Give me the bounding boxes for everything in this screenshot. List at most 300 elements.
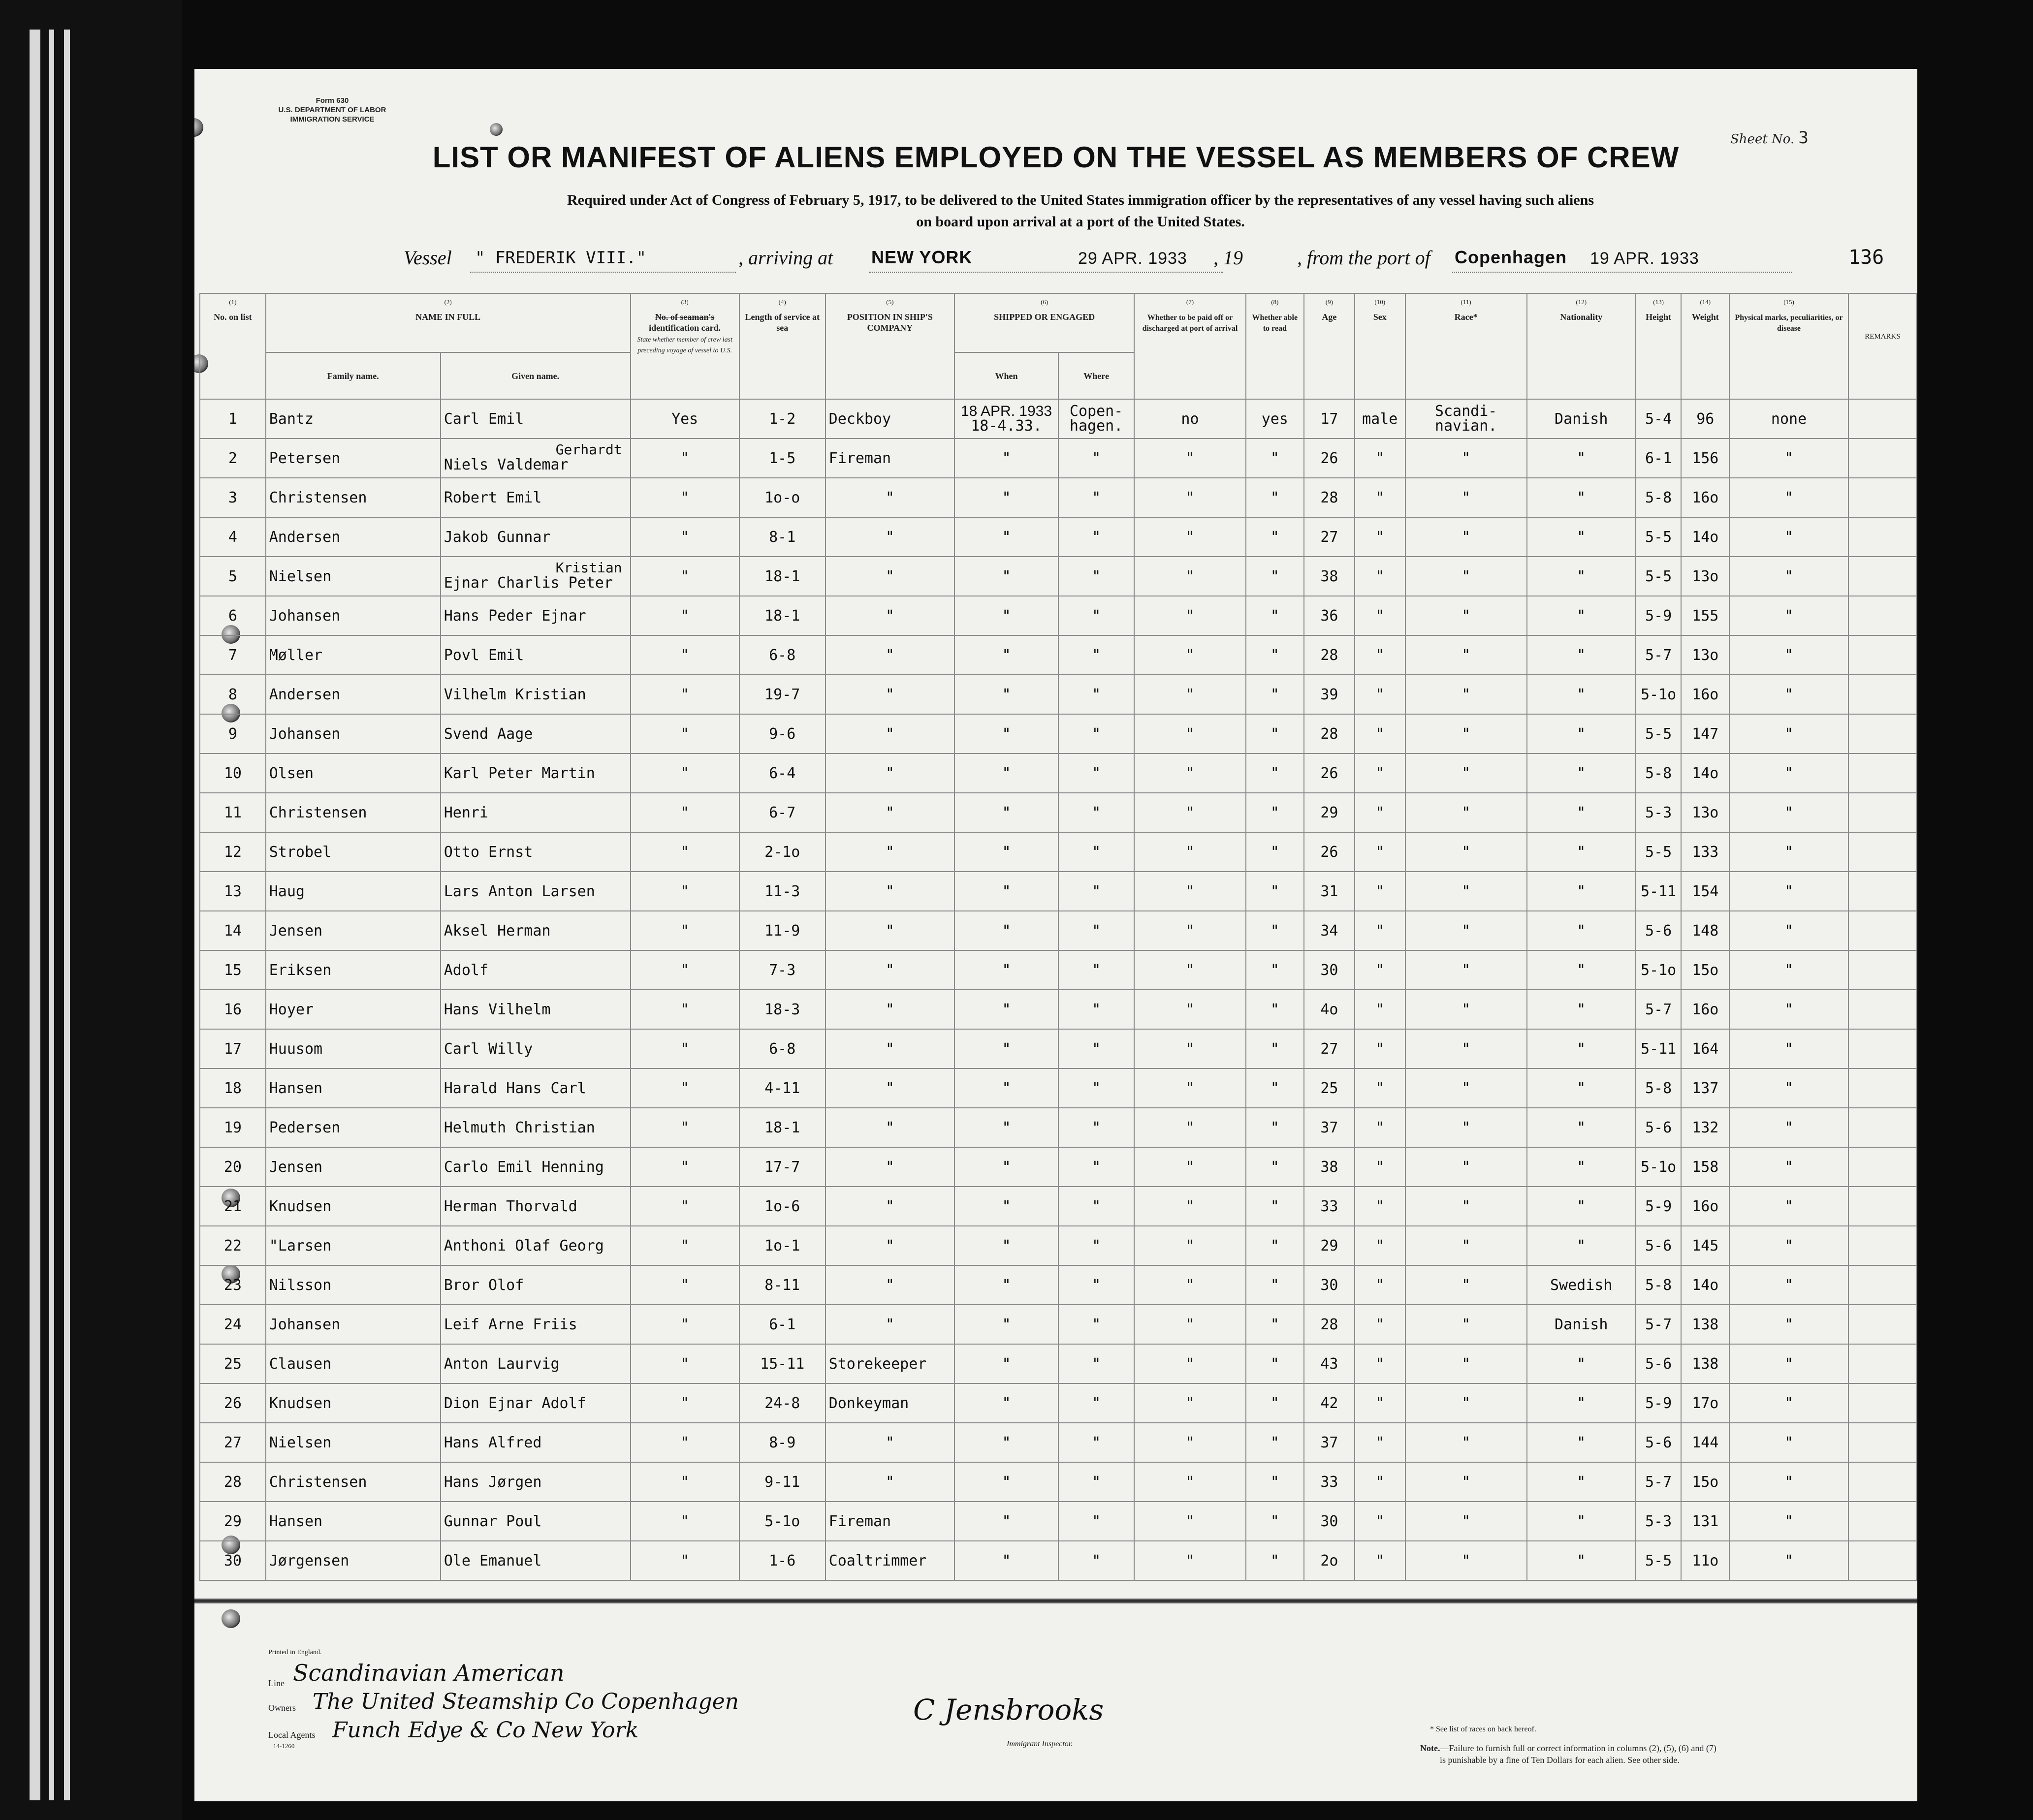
cell-no: 19 [200,1108,266,1147]
cell-sex: " [1355,675,1405,714]
cell-no: 17 [200,1029,266,1068]
header-length-of-service: (4) Length of service at sea [739,293,826,399]
line-label: Line [268,1678,285,1688]
cell-paid: " [1134,1305,1245,1344]
cell-where: " [1058,1305,1134,1344]
cell-service: 18-1 [739,557,826,596]
cell-position: " [826,675,954,714]
departure-date: 19 APR. 1933 [1590,249,1699,268]
cell-where: " [1058,1226,1134,1265]
header-race: (11) Race* [1405,293,1527,399]
table-row [200,753,1917,793]
table-row [200,911,1917,950]
cell-marks: none [1729,399,1848,439]
cell-position: " [826,1226,954,1265]
cell-prev: " [631,1068,739,1108]
cell-remarks [1848,1265,1917,1305]
cell-race: " [1405,753,1527,793]
cell-service: 6-8 [739,1029,826,1068]
given-name-addition: Kristian [555,560,622,576]
header-previous-voyage: (3) No. of seaman's identification card. State whether member of crew last preceding voyage of vessel to U.S. [631,293,739,399]
cell-service: 15-11 [739,1344,826,1383]
cell-family: Jørgensen [266,1541,441,1580]
cell-prev: " [631,1502,739,1541]
cell-age: 33 [1304,1187,1355,1226]
cell-given [441,439,631,478]
cell-paid: " [1134,1344,1245,1383]
arriving-port: NEW YORK [871,247,973,267]
cell-no: 20 [200,1147,266,1187]
cell-family: Johansen [266,714,441,753]
cell-paid: " [1134,439,1245,478]
cell-weight: 144 [1681,1423,1729,1462]
cell-prev: " [631,1423,739,1462]
cell-weight: 15o [1681,950,1729,990]
cell-service: 7-3 [739,950,826,990]
cell-height: 5-7 [1636,635,1682,675]
cell-where: " [1058,1462,1134,1502]
cell-prev: " [631,596,739,635]
cell-height: 5-6 [1636,1423,1682,1462]
cell-when: " [954,635,1058,675]
cell-marks: " [1729,714,1848,753]
cell-age: 36 [1304,596,1355,635]
cell-paid: " [1134,1383,1245,1423]
cell-weight: 16o [1681,1187,1729,1226]
cell-race: " [1405,872,1527,911]
table-row [200,872,1917,911]
cell-race: " [1405,793,1527,832]
cell-sex: " [1355,596,1405,635]
cell-family: Knudsen [266,1383,441,1423]
cell-race: " [1405,950,1527,990]
cell-age: 28 [1304,714,1355,753]
cell-when: " [954,1108,1058,1147]
table-row [200,950,1917,990]
cell-nationality: " [1527,1029,1636,1068]
cell-when: " [954,517,1058,557]
cell-height: 5-5 [1636,1541,1682,1580]
cell-height: 5-8 [1636,1068,1682,1108]
cell-position: " [826,557,954,596]
cell-race: " [1405,1226,1527,1265]
cell-remarks [1848,1029,1917,1068]
cell-paid: " [1134,1187,1245,1226]
cell-position: " [826,872,954,911]
cell-sex: " [1355,753,1405,793]
cell-where: " [1058,1502,1134,1541]
cell-no: 28 [200,1462,266,1502]
cell-when: " [954,1147,1058,1187]
cell-nationality: " [1527,635,1636,675]
line-value-handwritten: Scandinavian American [293,1660,565,1686]
cell-family: Johansen [266,1305,441,1344]
cell-read: " [1246,714,1304,753]
cell-height: 5-11 [1636,872,1682,911]
cell-family: Christensen [266,1462,441,1502]
cell-nationality: " [1527,675,1636,714]
owners-value-handwritten: The United Steamship Co Copenhagen [313,1689,739,1714]
cell-prev: " [631,557,739,596]
cell-when: " [954,1541,1058,1580]
cell-paid: " [1134,950,1245,990]
cell-sex: " [1355,793,1405,832]
cell-read: " [1246,1029,1304,1068]
cell-race: " [1405,1541,1527,1580]
cell-nationality: " [1527,1423,1636,1462]
cell-sex: " [1355,1502,1405,1541]
cell-family: Hoyer [266,990,441,1029]
document-subtitle [367,189,1794,233]
races-note: * See list of races on back hereof. [1430,1725,1536,1733]
cell-age: 42 [1304,1383,1355,1423]
cell-height: 5-3 [1636,1502,1682,1541]
table-row [200,517,1917,557]
cell-marks: " [1729,1226,1848,1265]
cell-height: 5-9 [1636,1187,1682,1226]
cell-read: " [1246,478,1304,517]
cell-age: 27 [1304,517,1355,557]
cell-height: 5-4 [1636,399,1682,439]
cell-weight: 155 [1681,596,1729,635]
table-row [200,596,1917,635]
cell-sex: " [1355,1029,1405,1068]
cell-weight: 147 [1681,714,1729,753]
table-row [200,714,1917,753]
header-where: Where [1058,352,1134,399]
cell-marks: " [1729,478,1848,517]
manifest-page [194,69,1917,1801]
cell-read: " [1246,753,1304,793]
cell-position: " [826,950,954,990]
subtitle-line-1: Required under Act of Congress of February 5, 1917, to be delivered to the United States immigration officer by the representatives of any vessel having such aliens [567,192,1594,208]
cell-remarks [1848,990,1917,1029]
cell-remarks [1848,1305,1917,1344]
cell-weight: 13o [1681,635,1729,675]
cell-height: 5-11 [1636,1029,1682,1068]
form-service: IMMIGRATION SERVICE [290,115,375,124]
cell-nationality: " [1527,832,1636,872]
cell-when: " [954,911,1058,950]
cell-race: " [1405,1305,1527,1344]
cell-read: " [1246,1187,1304,1226]
shipped-date: 18-4.33. [971,417,1042,435]
cell-weight: 16o [1681,990,1729,1029]
cell-height: 5-6 [1636,911,1682,950]
cell-weight: 138 [1681,1344,1729,1383]
cell-given: Anton Laurvig [441,1344,631,1383]
cell-paid: " [1134,478,1245,517]
cell-weight: 132 [1681,1108,1729,1147]
cell-service: 6-1 [739,1305,826,1344]
cell-family: Hansen [266,1068,441,1108]
cell-age: 4o [1304,990,1355,1029]
cell-family: Petersen [266,439,441,478]
cell-marks: " [1729,1187,1848,1226]
cell-where: " [1058,1423,1134,1462]
cell-family: Jensen [266,911,441,950]
note-label: Note. [1420,1743,1440,1753]
cell-position: Storekeeper [826,1344,954,1383]
cell-race: " [1405,635,1527,675]
cell-race: " [1405,1029,1527,1068]
cell-service: 1-6 [739,1541,826,1580]
table-row [200,1068,1917,1108]
cell-race: " [1405,1147,1527,1187]
cell-nationality: " [1527,517,1636,557]
cell-prev: " [631,832,739,872]
cell-where: " [1058,950,1134,990]
header-remarks: REMARKS [1848,293,1917,399]
cell-where: " [1058,990,1134,1029]
cell-where: " [1058,1187,1134,1226]
cell-when: " [954,1187,1058,1226]
cell-service: 9-6 [739,714,826,753]
cell-sex: " [1355,832,1405,872]
cell-given: Adolf [441,950,631,990]
cell-age: 37 [1304,1108,1355,1147]
cell-race: " [1405,1187,1527,1226]
cell-nationality: " [1527,793,1636,832]
cell-no: 4 [200,517,266,557]
cell-prev: " [631,950,739,990]
cell-read: " [1246,1068,1304,1108]
cell-prev: " [631,1108,739,1147]
cell-given [441,557,631,596]
cell-height: 5-1o [1636,950,1682,990]
cell-marks: " [1729,439,1848,478]
cell-weight: 133 [1681,832,1729,872]
cell-paid: " [1134,1423,1245,1462]
cell-service: 24-8 [739,1383,826,1423]
cell-nationality: " [1527,990,1636,1029]
cell-position: " [826,1423,954,1462]
cell-read: yes [1246,399,1304,439]
cell-where: " [1058,1344,1134,1383]
header-no-on-list: (1) No. on list [200,293,266,399]
cell-sex: " [1355,439,1405,478]
penalty-note [1420,1742,1716,1766]
book-binding [0,0,182,1820]
cell-nationality: " [1527,439,1636,478]
cell-marks: " [1729,1305,1848,1344]
inspector-label: Immigrant Inspector. [1007,1740,1073,1748]
cell-remarks [1848,1226,1917,1265]
cell-remarks [1848,1147,1917,1187]
cell-age: 27 [1304,1029,1355,1068]
header-sex: (10) Sex [1355,293,1405,399]
cell-nationality: " [1527,1344,1636,1383]
table-row [200,1108,1917,1147]
cell-paid: " [1134,1108,1245,1147]
cell-position: " [826,1462,954,1502]
cell-paid: " [1134,1068,1245,1108]
cell-prev: " [631,990,739,1029]
cell-weight: 138 [1681,1305,1729,1344]
cell-where: " [1058,911,1134,950]
cell-given: Leif Arne Friis [441,1305,631,1344]
cell-prev: " [631,1462,739,1502]
cell-position: " [826,1187,954,1226]
cell-read: " [1246,1147,1304,1187]
cell-read: " [1246,1344,1304,1383]
cell-position: " [826,1068,954,1108]
cell-read: " [1246,793,1304,832]
cell-remarks [1848,1068,1917,1108]
cell-remarks [1848,399,1917,439]
cell-position: " [826,517,954,557]
cell-remarks [1848,635,1917,675]
cell-remarks [1848,1423,1917,1462]
cell-read: " [1246,1265,1304,1305]
cell-service: 1o-6 [739,1187,826,1226]
cell-service: 8-1 [739,517,826,557]
cell-weight: 158 [1681,1147,1729,1187]
cell-when: " [954,596,1058,635]
cell-paid: " [1134,832,1245,872]
cell-race: " [1405,1462,1527,1502]
cell-height: 5-6 [1636,1344,1682,1383]
cell-age: 28 [1304,478,1355,517]
cell-race: " [1405,1423,1527,1462]
cell-age: 31 [1304,872,1355,911]
cell-nationality: " [1527,1541,1636,1580]
cell-weight: 16o [1681,478,1729,517]
cell-no: 1 [200,399,266,439]
cell-read: " [1246,872,1304,911]
form-identifier [258,96,406,124]
cell-weight: 16o [1681,675,1729,714]
cell-service: 6-7 [739,793,826,832]
header-height: (13) Height [1636,293,1682,399]
cell-height: 5-5 [1636,832,1682,872]
cell-no: 18 [200,1068,266,1108]
from-port-label: , from the port of [1297,247,1430,269]
cell-given: Gunnar Poul [441,1502,631,1541]
cell-when: " [954,439,1058,478]
table-row [200,1305,1917,1344]
cell-paid: " [1134,1541,1245,1580]
cell-remarks [1848,793,1917,832]
cell-read: " [1246,1462,1304,1502]
cell-age: 28 [1304,1305,1355,1344]
cell-age: 26 [1304,439,1355,478]
cell-family: Clausen [266,1344,441,1383]
table-row [200,439,1917,478]
cell-sex: " [1355,635,1405,675]
table-row [200,793,1917,832]
cell-when: " [954,1423,1058,1462]
cell-no: 30 [200,1541,266,1580]
cell-remarks [1848,675,1917,714]
vessel-label: Vessel [404,247,452,269]
page-edge-1 [30,30,40,1800]
cell-where: " [1058,1108,1134,1147]
cell-sex: " [1355,478,1405,517]
binder-hole [222,1609,240,1628]
cell-family: Møller [266,635,441,675]
cell-race: " [1405,596,1527,635]
cell-age: 33 [1304,1462,1355,1502]
cell-no: 6 [200,596,266,635]
cell-remarks [1848,596,1917,635]
table-row [200,635,1917,675]
cell-read: " [1246,1383,1304,1423]
cell-position: " [826,793,954,832]
table-row [200,1462,1917,1502]
header-position: (5) POSITION IN SHIP'S COMPANY [826,293,954,399]
cell-service: 4-11 [739,1068,826,1108]
cell-age: 17 [1304,399,1355,439]
cell-remarks [1848,1344,1917,1383]
vessel-name-underline [470,272,736,273]
from-port: Copenhagen [1455,247,1567,267]
cell-race: " [1405,557,1527,596]
cell-service: 9-11 [739,1462,826,1502]
cell-no: 10 [200,753,266,793]
cell-given: Karl Peter Martin [441,753,631,793]
cell-read: " [1246,675,1304,714]
cell-family: Haug [266,872,441,911]
cell-position: " [826,478,954,517]
cell-race: " [1405,832,1527,872]
cell-paid: " [1134,1147,1245,1187]
table-row [200,1383,1917,1423]
cell-sex: " [1355,557,1405,596]
note-line-2: is punishable by a fine of Ten Dollars for each alien. See other side. [1440,1755,1680,1765]
cell-prev: " [631,478,739,517]
cell-when: " [954,990,1058,1029]
cell-height: 6-1 [1636,439,1682,478]
cell-where: " [1058,1147,1134,1187]
cell-height: 5-6 [1636,1226,1682,1265]
cell-position: " [826,596,954,635]
cell-family: Andersen [266,675,441,714]
cell-when: " [954,1344,1058,1383]
cell-weight: 13o [1681,557,1729,596]
cell-age: 26 [1304,753,1355,793]
cell-where: " [1058,635,1134,675]
cell-marks: " [1729,950,1848,990]
header-name-in-full: (2) NAME IN FULL [266,293,631,352]
arrival-date: 29 APR. 1933 [1078,249,1187,268]
cell-age: 34 [1304,911,1355,950]
table-row [200,1344,1917,1383]
cell-read: " [1246,1541,1304,1580]
cell-marks: " [1729,1423,1848,1462]
cell-nationality: " [1527,1187,1636,1226]
page-number: 136 [1848,246,1884,269]
cell-weight: 14o [1681,1265,1729,1305]
cell-prev: " [631,439,739,478]
binder-hole [490,123,503,136]
cell-nationality: " [1527,714,1636,753]
cell-paid: " [1134,517,1245,557]
cell-no: 7 [200,635,266,675]
cell-given: Otto Ernst [441,832,631,872]
cell-marks: " [1729,1502,1848,1541]
cell-nationality: " [1527,1502,1636,1541]
cell-family: Andersen [266,517,441,557]
cell-service: 6-4 [739,753,826,793]
cell-nationality: " [1527,1068,1636,1108]
table-row [200,1187,1917,1226]
cell-given: Povl Emil [441,635,631,675]
table-row [200,675,1917,714]
cell-paid: " [1134,596,1245,635]
cell-sex: " [1355,1265,1405,1305]
cell-marks: " [1729,557,1848,596]
